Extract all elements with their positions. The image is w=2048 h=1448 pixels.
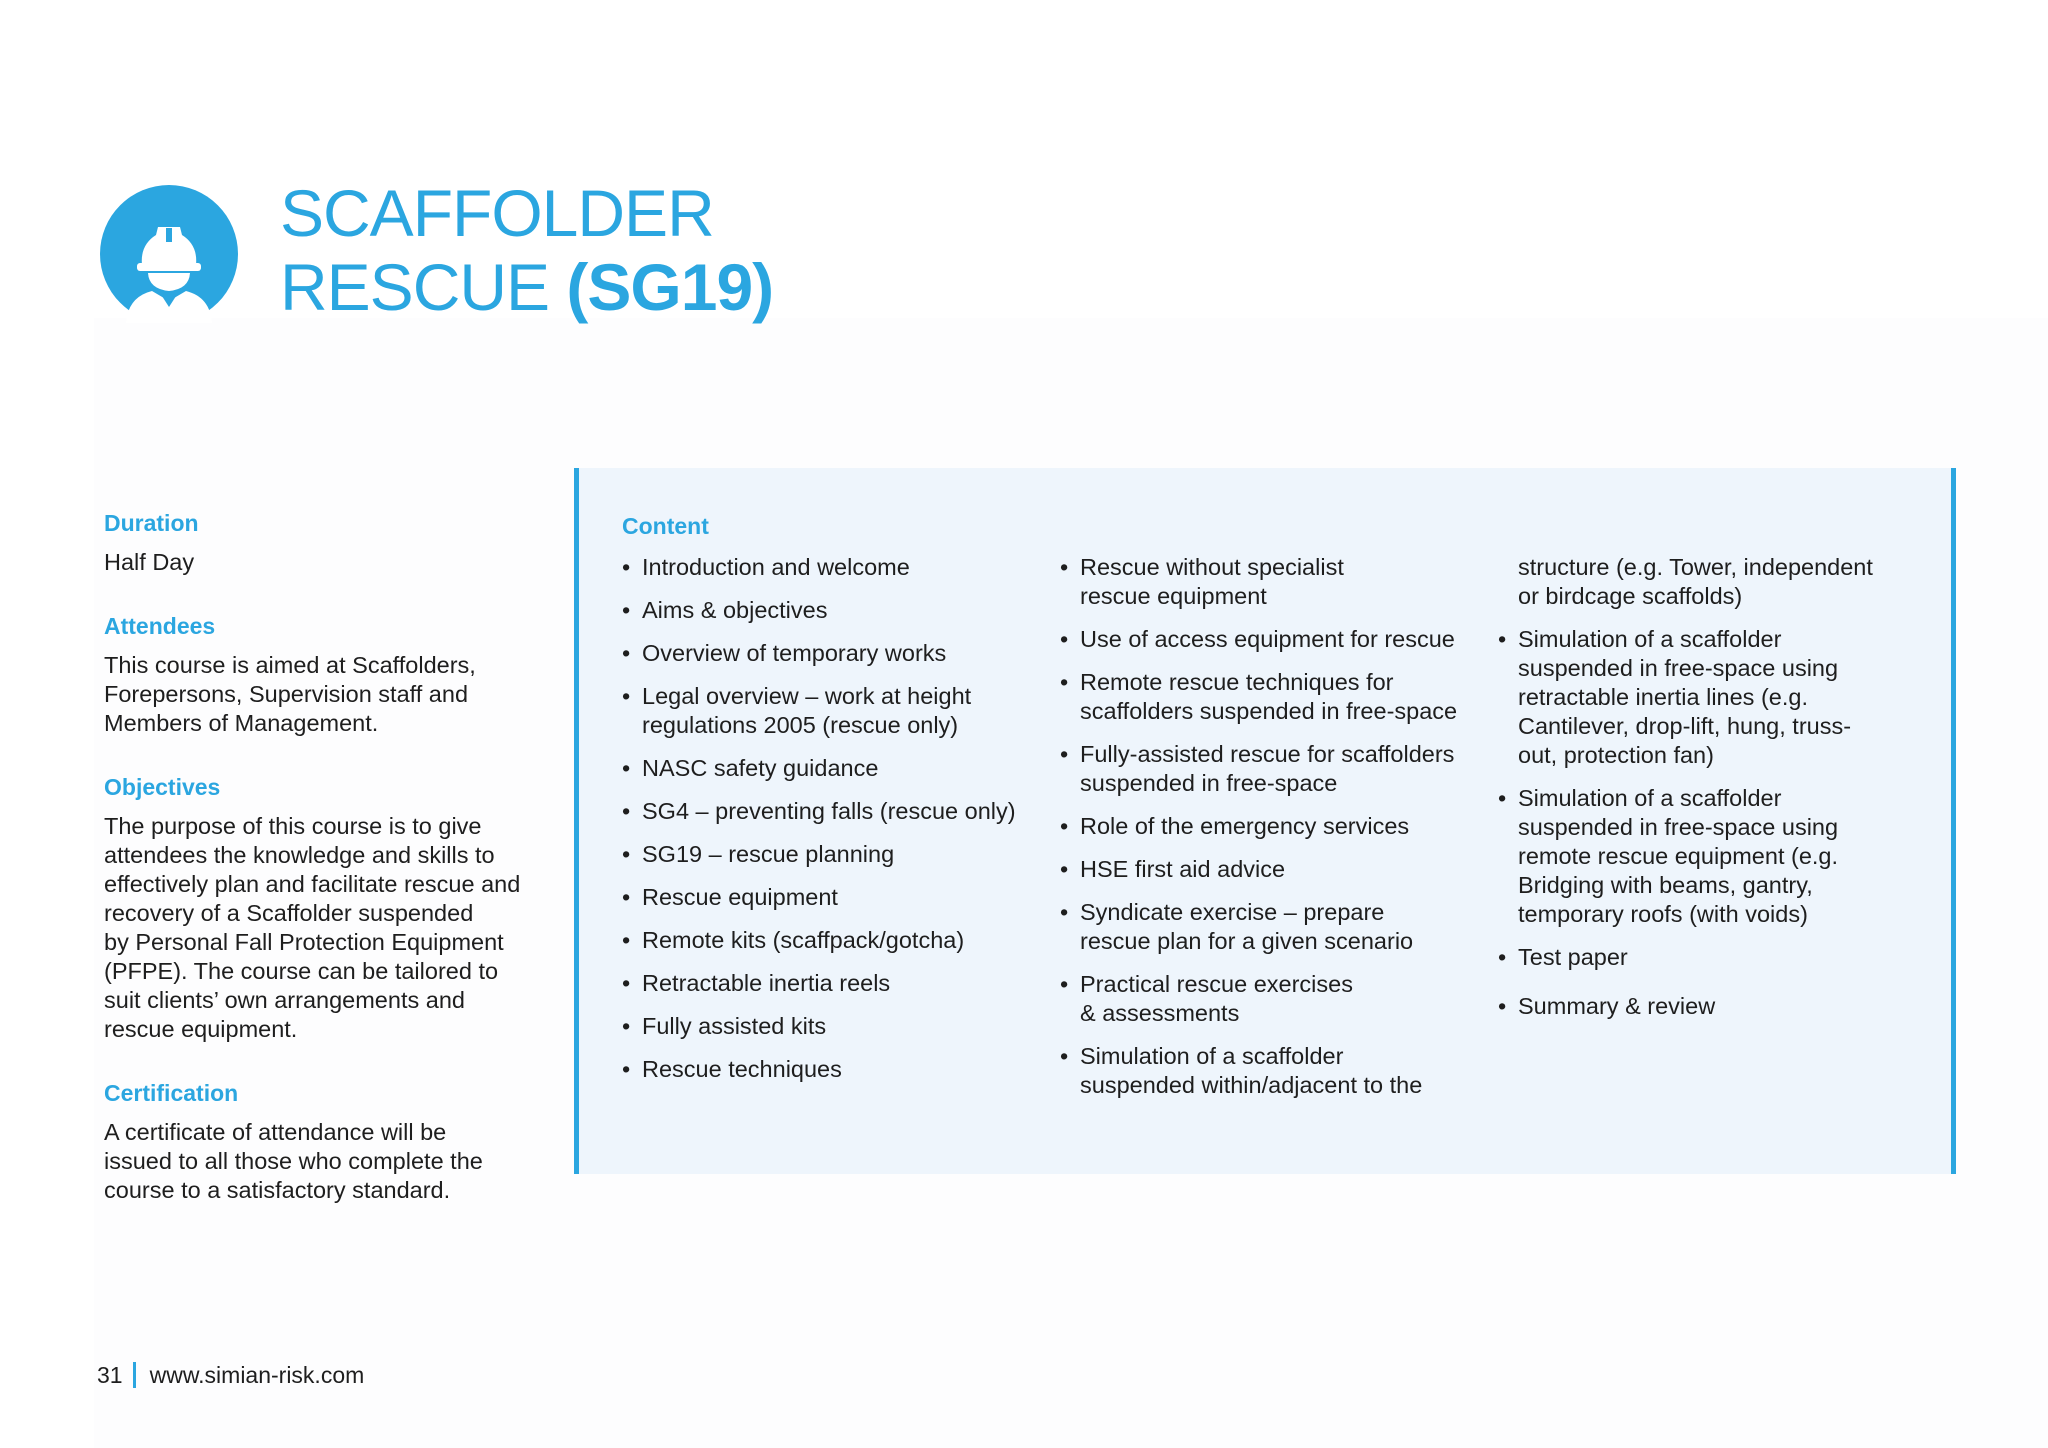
list-item-continuation: structure (e.g. Tower, independent or birdcage scaffolds) [1518,554,1873,609]
objectives-text [104,812,544,1044]
objectives-line: (PFPE). The course can be tailored to [104,958,499,984]
certification-text [104,1118,544,1205]
duration-heading: Duration [104,510,199,536]
list-item: • SG19 – rescue planning [622,840,1042,869]
list-item: • Rescue techniques [622,1055,1042,1084]
content-list-column-1 [622,553,1042,1098]
objectives-line: by Personal Fall Protection Equipment [104,929,504,955]
list-item: • Fully assisted kits [622,1012,1042,1041]
list-item: • Role of the emergency services [1060,812,1480,841]
objectives-line: rescue equipment. [104,1016,298,1042]
objectives-heading: Objectives [104,774,221,800]
duration-text: Half Day [104,549,195,575]
objectives-line: effectively plan and facilitate rescue and [104,871,521,897]
list-item: • Summary & review [1498,992,1918,1021]
attendees-line: This course is aimed at Scaffolders, [104,652,476,678]
list-item: • HSE first aid advice [1060,855,1480,884]
list-item: • Simulation of a scaffolder suspended within/adjacent to the [1060,1042,1480,1100]
list-item: • Introduction and welcome [622,553,1042,582]
objectives-line: attendees the knowledge and skills to [104,842,495,868]
footer-divider [133,1362,136,1388]
list-item: • Aims & objectives [622,596,1042,625]
objectives-section [104,772,544,1044]
worker-hardhat-icon [100,185,238,323]
content-list-column-3 [1498,553,1918,1035]
list-item: • Rescue equipment [622,883,1042,912]
list-item: • Retractable inertia reels [622,969,1042,998]
content-heading: Content [622,513,709,539]
page-footer [97,1360,364,1390]
website-link[interactable]: www.simian-risk.com [149,1362,365,1388]
objectives-line: recovery of a Scaffolder suspended [104,900,474,926]
content-list-column-2 [1060,553,1480,1114]
list-item: • Fully-assisted rescue for scaffolders suspended in free-space [1060,740,1480,798]
page-title [280,176,773,324]
list-item: • Use of access equipment for rescue [1060,625,1480,654]
course-summary [104,508,544,1239]
list-item: • Simulation of a scaffolder suspended in free-space using remote rescue equipment (e.g. Bridging with beams, gantry, temporary roofs (with voids) [1498,784,1918,929]
certification-section [104,1078,544,1205]
course-code: (SG19) [566,250,774,324]
duration-section [104,508,544,577]
list-item: • Rescue without specialist rescue equipment [1060,553,1480,611]
attendees-section [104,611,544,738]
certification-heading: Certification [104,1080,239,1106]
certification-line: issued to all those who complete the [104,1148,483,1174]
objectives-line: The purpose of this course is to give [104,813,482,839]
list-item: • NASC safety guidance [622,754,1042,783]
list-item: • Legal overview – work at height regulations 2005 (rescue only) [622,682,1042,740]
title-line-1: SCAFFOLDER [280,176,714,250]
list-item: • Remote rescue techniques for scaffolders suspended in free-space [1060,668,1480,726]
list-item: • Overview of temporary works [622,639,1042,668]
attendees-text [104,651,544,738]
attendees-heading: Attendees [104,613,216,639]
certification-line: A certificate of attendance will be [104,1119,447,1145]
list-item: • SG4 – preventing falls (rescue only) [622,797,1042,826]
list-item: • Remote kits (scaffpack/gotcha) [622,926,1042,955]
title-line-2: RESCUE [280,250,550,324]
list-item: • Test paper [1498,943,1918,972]
certification-line: course to a satisfactory standard. [104,1177,451,1203]
list-item: • Practical rescue exercises & assessments [1060,970,1480,1028]
attendees-line: Forepersons, Supervision staff and [104,681,469,707]
page-number: 31 [97,1362,123,1388]
list-item: • Syndicate exercise – prepare rescue plan for a given scenario [1060,898,1480,956]
objectives-line: suit clients’ own arrangements and [104,987,465,1013]
attendees-line: Members of Management. [104,710,379,736]
list-item: • Simulation of a scaffolder suspended in free-space using retractable inertia lines (e.g. Cantilever, drop-lift, hung, truss- out, protection fan) [1498,625,1918,770]
